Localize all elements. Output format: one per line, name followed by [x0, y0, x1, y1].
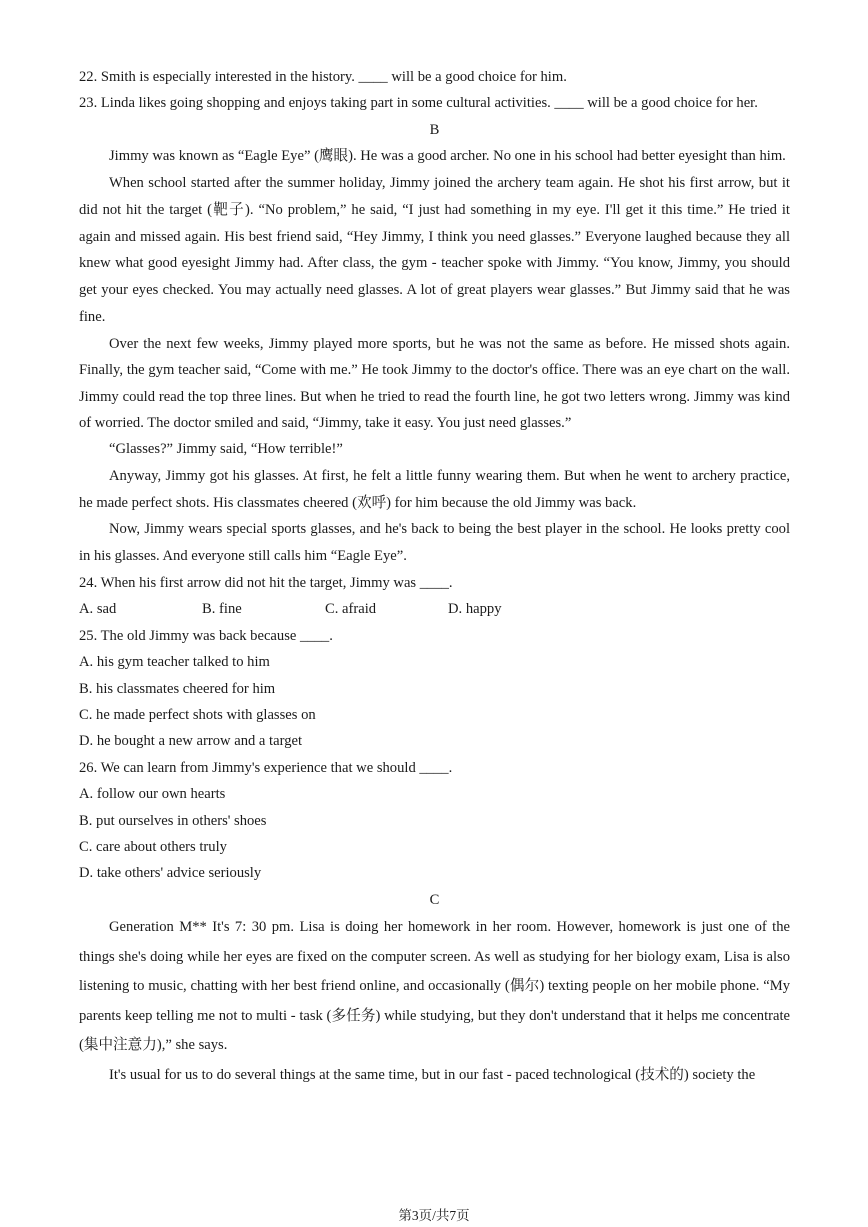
option-c: C. care about others truly — [79, 839, 227, 856]
option-a: A. sad — [79, 601, 117, 618]
option-b: B. his classmates cheered for him — [79, 680, 276, 697]
question-24-options — [79, 596, 790, 622]
option-d: D. take others' advice seriously — [79, 865, 262, 882]
option-c: C. he made perfect shots with glasses on — [79, 707, 316, 724]
page-content — [79, 64, 790, 1090]
question-26-stem: 26. We can learn from Jimmy's experience that we should ____. — [79, 759, 453, 776]
option-c: C. afraid — [325, 601, 377, 618]
passage-b-paragraph: Anyway, Jimmy got his glasses. At first, he felt a little funny wearing them. But when he went to archery practice, he made perfect shots. His classmates cheered (欢呼) for him because the old Jimmy was back. — [79, 467, 790, 511]
passage-b-paragraph: Over the next few weeks, Jimmy played more sports, but he was not the same as before. He missed shots again. Finally, the gym teacher said, “Come with me.” He took Jimmy to the doctor's office. There was an eye chart on the wall. Jimmy could read the top three lines. But when he tried to read the fourth line, he got two letters wrong. Jimmy was kind of worried. The doctor smiled and said, “Jimmy, take it easy. You just need glasses.” — [79, 335, 790, 432]
option-a: A. his gym teacher talked to him — [79, 654, 270, 671]
passage-b-paragraph: When school started after the summer holiday, Jimmy joined the archery team again. He shot his first arrow, but it did not hit the target (靶子). “No problem,” he said, “I just had something in my eye. I'll get it this time.” He tried it again and missed again. His best friend said, “Hey Jimmy, I think you need glasses.” Everyone laughed because they all knew what good eyesight Jimmy had. After class, the gym - teacher spoke with Jimmy. “You know, Jimmy, you should get your eyes checked. You may actually need glasses. A lot of great players wear glasses.” But Jimmy said that he was fine. — [79, 175, 790, 325]
option-a: A. follow our own hearts — [79, 786, 226, 803]
question-24-stem: 24. When his first arrow did not hit the target, Jimmy was ____. — [79, 575, 453, 592]
page-number: 第3页/共7页 — [398, 1208, 470, 1223]
passage-b-paragraph: Now, Jimmy wears special sports glasses, and he's back to being the best player in the school. He looks pretty cool in his glasses. And everyone still calls him “Eagle Eye”. — [79, 521, 790, 565]
section-c-heading: C — [429, 891, 440, 908]
question-23: 23. Linda likes going shopping and enjoys taking part in some cultural activities. ____ will be a good choice for her. — [79, 95, 758, 112]
option-d: D. happy — [448, 601, 502, 618]
passage-c-paragraph: Generation M** It's 7: 30 pm. Lisa is doing her homework in her room. However, homework is just one of the things she's doing while her eyes are fixed on the computer screen. As well as studying for her biology exam, Lisa is also listening to music, chatting with her best friend online, and occasionally (偶尔) texting people on her mobile phone. “My parents keep telling me not to multi - task (多任务) while studying, but they don't understand that it helps me concentrate (集中注意力),” she says. — [79, 919, 790, 1054]
question-22: 22. Smith is especially interested in the history. ____ will be a good choice for him. — [79, 69, 567, 85]
passage-c-paragraph: It's usual for us to do several things at the same time, but in our fast - paced technological (技术的) society the — [109, 1066, 756, 1083]
option-b: B. fine — [202, 601, 242, 618]
passage-b-paragraph: “Glasses?” Jimmy said, “How terrible!” — [109, 441, 343, 458]
question-25-stem: 25. The old Jimmy was back because ____. — [79, 627, 333, 644]
option-d: D. he bought a new arrow and a target — [79, 733, 303, 750]
option-b: B. put ourselves in others' shoes — [79, 812, 267, 829]
passage-b-paragraph: Jimmy was known as “Eagle Eye” (鹰眼). He was a good archer. No one in his school had better eyesight than him. — [109, 148, 786, 165]
section-b-heading: B — [429, 121, 440, 138]
